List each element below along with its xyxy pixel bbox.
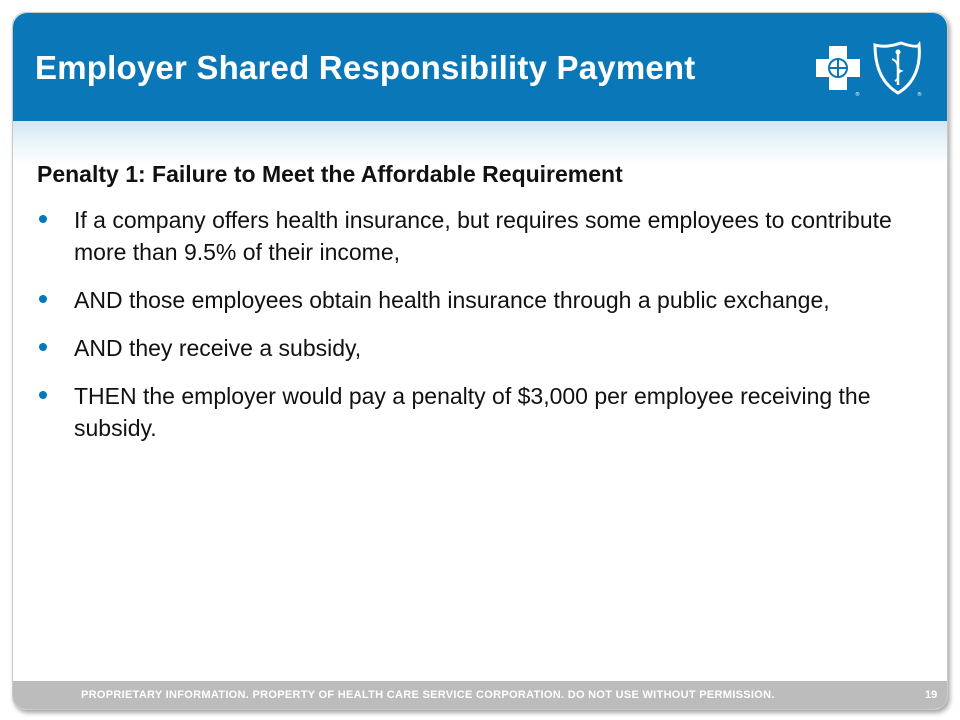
list-item [37,332,927,364]
header-gradient-band [13,121,947,165]
slide-content [37,161,927,460]
bullet-dot-icon [39,215,47,223]
bullet-text: THEN the employer would pay a penalty of $3,000 per employee receiving the subsidy. [74,383,871,441]
slide [12,12,948,710]
logo-group [813,41,923,99]
bullet-text: AND they receive a subsidy, [74,335,362,361]
bullet-dot-icon [39,391,47,399]
list-item [37,380,927,444]
bullet-text: If a company offers health insurance, but requires some employees to contribute more than 9.5% of their income, [74,207,892,265]
blue-cross-icon [816,46,860,98]
list-item [37,204,927,268]
svg-text:®: ® [855,92,860,98]
svg-text:®: ® [917,92,922,98]
page-number: 19 [925,689,938,701]
bullet-dot-icon [39,343,47,351]
bullet-dot-icon [39,295,47,303]
proprietary-notice: PROPRIETARY INFORMATION. PROPERTY OF HEALTH CARE SERVICE CORPORATION. DO NOT USE WITHOUT PERMISSION. [81,689,775,701]
penalty-heading: Penalty 1: Failure to Meet the Affordable Requirement [37,161,623,187]
slide-title: Employer Shared Responsibility Payment [35,49,696,86]
header-bar [13,13,947,121]
bullet-text: AND those employees obtain health insurance through a public exchange, [74,287,830,313]
footer-bar [13,681,947,709]
blue-shield-icon [875,43,922,98]
bullet-list [37,204,927,444]
list-item [37,284,927,316]
